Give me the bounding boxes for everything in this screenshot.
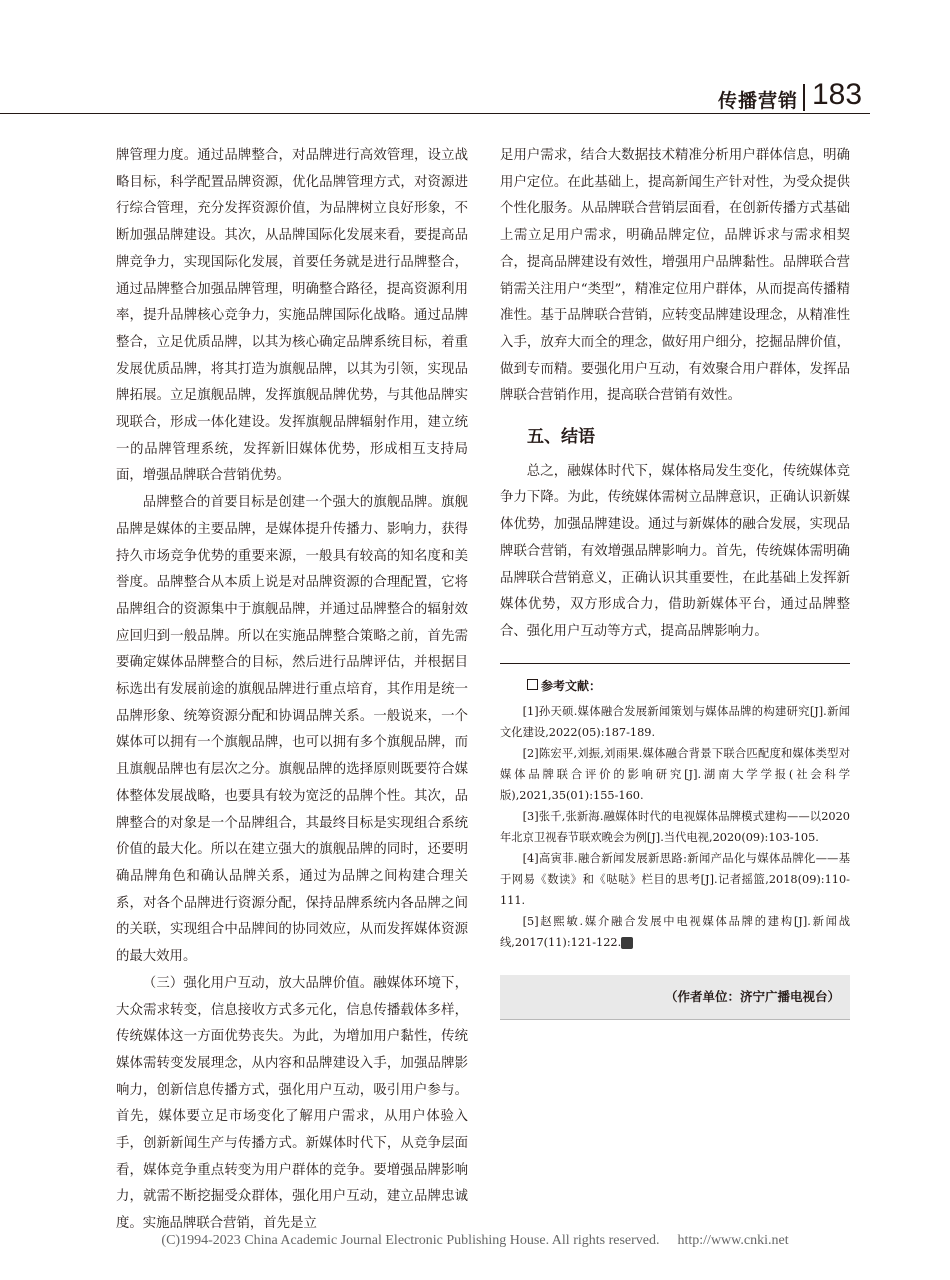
footer-url[interactable]: http://www.cnki.net xyxy=(677,1233,789,1248)
right-column xyxy=(500,143,850,1020)
page-number: 183 xyxy=(812,78,863,111)
header-rule xyxy=(0,113,870,114)
body-paragraph: （三）强化用户互动，放大品牌价值。融媒体环境下，大众需求转变，信息接收方式多元化，信息传播载体多样，传统媒体这一方面优势丧失。为此，为增加用户黏性，传统媒体需转变发展理念，从内容和品牌建设入手，加强品牌影响力，创新信息传播方式，强化用户互动，吸引用户参与。首先，媒体要立足市场变化了解用户需求，从用户体验入手，创新新闻生产与传播方式。新媒体时代下，从竞争层面看，媒体竞争重点转变为用户群体的竞争。要增强品牌影响力，就需不断挖掘受众群体，强化用户互动，建立品牌忠诚度。实施品牌联合营销，首先是立 xyxy=(116,975,468,1232)
square-icon xyxy=(527,679,538,690)
page-footer xyxy=(0,1233,950,1249)
page-header xyxy=(0,0,950,118)
references-title xyxy=(527,676,850,697)
references-title-text: 参考文献： xyxy=(541,678,602,693)
reference-item: [1]孙天硕.媒体融合发展新闻策划与媒体品牌的构建研究[J].新闻文化建设,2022(05):187-189. xyxy=(500,704,850,739)
left-column xyxy=(116,143,468,1238)
body-paragraph: 牌管理力度。通过品牌整合，对品牌进行高效管理，设立战略目标，科学配置品牌资源，优化品牌管理方式，对资源进行综合管理，充分发挥资源价值，为品牌树立良好形象，不断加强品牌建设。其次，从品牌国际化发展来看，要提高品牌竞争力，实现国际化发展，首要任务就是进行品牌整合，通过品牌整合加强品牌管理，明确整合路径，提高资源利用率，提升品牌核心竞争力，实施品牌国际化战略。通过品牌整合，立足优质品牌，以其为核心确定品牌系统目标，着重发展优质品牌，将其打造为旗舰品牌，以其为引领，实现品牌拓展。立足旗舰品牌，发挥旗舰品牌优势，与其他品牌实现联合，形成一体化建设。发挥旗舰品牌辐射作用，建立统一的品牌管理系统，发挥新旧媒体优势，形成相互支持局面，增强品牌联合营销优势。 xyxy=(116,148,468,484)
conclusion-heading: 五、结语 xyxy=(527,427,595,448)
body-paragraph: 足用户需求，结合大数据技术精准分析用户群体信息，明确用户定位。在此基础上，提高新闻生产针对性，为受众提供个性化服务。从品牌联合营销层面看，在创新传播方式基础上需立足用户需求，明确品牌定位，品牌诉求与需求相契合，提高品牌建设有效性，增强用户品牌黏性。品牌联合营销需关注用户“类型”，精准定位用户群体，从而提高传播精准性。基于品牌联合营销，应转变品牌建设理念，从精准性入手，放弃大而全的理念，做好用户细分，挖掘品牌价值，做到专而精。要强化用户互动，有效聚合用户群体，发挥品牌联合营销作用，提高联合营销有效性。 xyxy=(500,148,850,404)
reference-item xyxy=(500,911,850,953)
reference-text: [5]赵熙敏.媒介融合发展中电视媒体品牌的建构[J].新闻战线,2017(11):121-122. xyxy=(500,914,850,949)
body-paragraph: 品牌整合的首要目标是创建一个强大的旗舰品牌。旗舰品牌是媒体的主要品牌，是媒体提升传播力、影响力，获得持久市场竞争优势的重要来源，一般具有较高的知名度和美誉度。品牌整合从本质上说是对品牌资源的合理配置，它将品牌组合的资源集中于旗舰品牌，并通过品牌整合的辐射效应回归到一般品牌。所以在实施品牌整合策略之前，首先需要确定媒体品牌整合的目标，然后进行品牌评估，并根据目标选出有发展前途的旗舰品牌进行重点培育，其作用是统一品牌形象、统筹资源分配和协调品牌关系。一般说来，一个媒体可以拥有一个旗舰品牌，也可以拥有多个旗舰品牌，而且旗舰品牌也有层次之分。旗舰品牌的选择原则既要符合媒体整体发展战略，也要具有较为宽泛的品牌个性。其次，品牌整合的对象是一个品牌组合，其最终目标是实现组合系统价值的最大化。所以在建立强大的旗舰品牌的同时，还要明确品牌角色和确认品牌关系，通过为品牌之间构建合理关系，对各个品牌进行资源分配，保持品牌系统内各品牌之间的关联，实现组合中品牌间的协同效应，从而发挥媒体资源的最大效用。 xyxy=(116,495,468,965)
section-title: 传播营销 xyxy=(718,90,799,112)
copyright-text: (C)1994-2023 China Academic Journal Electronic Publishing House. All rights reserved. xyxy=(161,1233,660,1248)
reference-item: [2]陈宏平,刘振,刘雨果.媒体融合背景下联合匹配度和媒体类型对媒体品牌联合评价的影响研究[J].湖南大学学报(社会科学版),2021,35(01):155-160. xyxy=(500,746,850,802)
end-mark-icon: C xyxy=(621,937,633,949)
author-unit: （作者单位：济宁广播电视台） xyxy=(500,975,850,1020)
header-divider xyxy=(803,84,805,111)
conclusion-paragraph: 总之，融媒体时代下，媒体格局发生变化，传统媒体竞争力下降。为此，传统媒体需树立品牌意识，正确认识新媒体优势，加强品牌建设。通过与新媒体的融合发展，实现品牌联合营销，有效增强品牌影响力。首先，传统媒体需明确品牌联合营销意义，正确认识其重要性，在此基础上发挥新媒体优势，双方形成合力，借助新媒体平台，通过品牌整合、强化用户互动等方式，提高品牌影响力。 xyxy=(500,463,850,639)
reference-item: [3]张千,张新海.融媒体时代的电视媒体品牌模式建构——以2020年北京卫视春节联欢晚会为例[J].当代电视,2020(09):103-105. xyxy=(500,809,850,844)
reference-item: [4]高寅菲.融合新闻发展新思路:新闻产品化与媒体品牌化——基于网易《数读》和《哒哒》栏目的思考[J].记者摇篮,2018(09):110-111. xyxy=(500,851,850,907)
references-section xyxy=(500,663,850,953)
